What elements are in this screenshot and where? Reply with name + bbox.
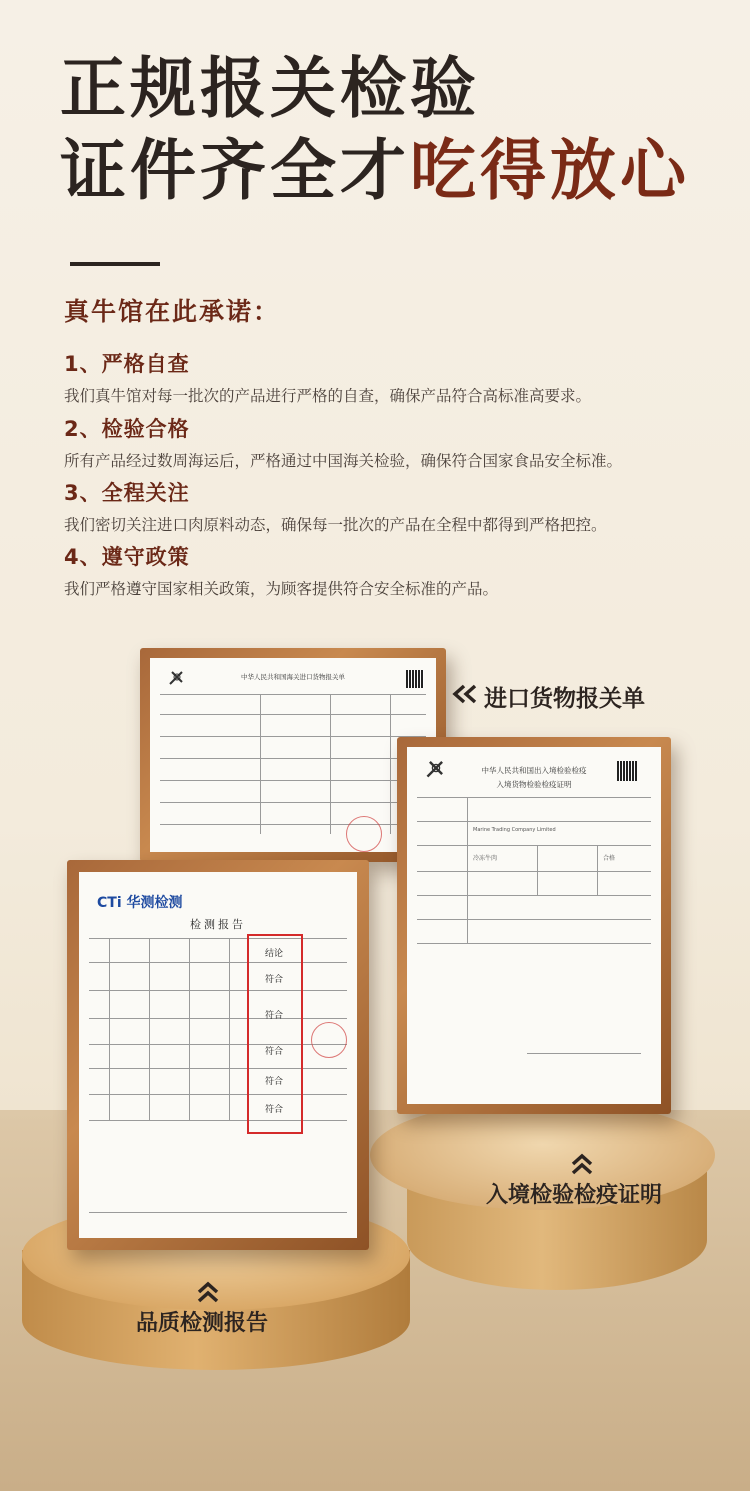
inspection-certificate-paper — [407, 747, 661, 1104]
divider — [70, 262, 160, 266]
inspection-subheader: 入境货物检验检疫证明 — [496, 780, 572, 789]
headline-line2-prefix: 证件齐全才 — [60, 132, 410, 209]
inspection-header: 中华人民共和国出入境检验检疫 — [481, 766, 587, 775]
report-caption: 品质检测报告 — [136, 1311, 269, 1336]
inspection-goods: 冷冻牛肉 — [473, 855, 498, 862]
customs-header: 中华人民共和国海关进口货物报关单 — [241, 673, 345, 681]
qr-code-icon — [617, 761, 637, 781]
report-title: 检测报告 — [190, 918, 246, 931]
inspection-caption: 入境检验检疫证明 — [486, 1183, 663, 1208]
qr-code-icon — [406, 670, 424, 688]
promise-item-title: 4、遵守政策 — [64, 545, 190, 569]
cti-logo: CTi 华测检测 — [97, 895, 183, 911]
chevron-left-icon — [452, 684, 478, 704]
customs-emblem-icon — [168, 668, 186, 686]
promise-item — [64, 477, 607, 535]
result-header: 结论 — [265, 949, 284, 959]
result-cell: 符合 — [265, 1011, 284, 1021]
promise-item-title: 1、严格自查 — [64, 352, 190, 376]
result-cell: 符合 — [265, 1047, 284, 1057]
customs-caption: 进口货物报关单 — [484, 686, 645, 712]
customs-declaration-paper — [150, 658, 436, 852]
promise-item — [64, 541, 498, 599]
promise-item — [64, 413, 622, 471]
chevron-up-icon — [570, 1152, 594, 1176]
promise-item — [64, 348, 591, 406]
promise-item-desc: 我们真牛馆对每一批次的产品进行严格的自查，确保产品符合高标准高要求。 — [64, 387, 592, 405]
inspection-certificate-frame — [397, 737, 671, 1114]
customs-seal — [346, 816, 382, 852]
headline-line1: 正规报关检验 — [60, 50, 480, 127]
promise-item-desc: 我们严格遵守国家相关政策，为顾客提供符合安全标准的产品。 — [64, 580, 499, 598]
promise-item-title: 3、全程关注 — [64, 481, 190, 505]
inspection-company: Marine Trading Company Limited — [473, 827, 556, 833]
result-cell: 符合 — [265, 1077, 284, 1087]
inspection-result: 合格 — [603, 855, 616, 862]
promise-title: 真牛馆在此承诺： — [64, 297, 281, 326]
quality-report-frame — [67, 860, 369, 1250]
promise-item-title: 2、检验合格 — [64, 417, 190, 441]
promise-item-desc: 我们密切关注进口肉原料动态，确保每一批次的产品在全程中都得到严格把控。 — [64, 516, 607, 534]
result-cell: 符合 — [265, 975, 284, 985]
chevron-up-icon — [196, 1280, 220, 1304]
result-cell: 符合 — [265, 1105, 284, 1115]
quality-report-paper — [79, 872, 357, 1238]
promise-item-desc: 所有产品经过数周海运后，严格通过中国海关检验，确保符合国家食品安全标准。 — [64, 452, 623, 470]
headline-line2-accent: 吃得放心 — [410, 132, 690, 209]
report-seal — [311, 1022, 347, 1058]
headline — [60, 48, 690, 212]
